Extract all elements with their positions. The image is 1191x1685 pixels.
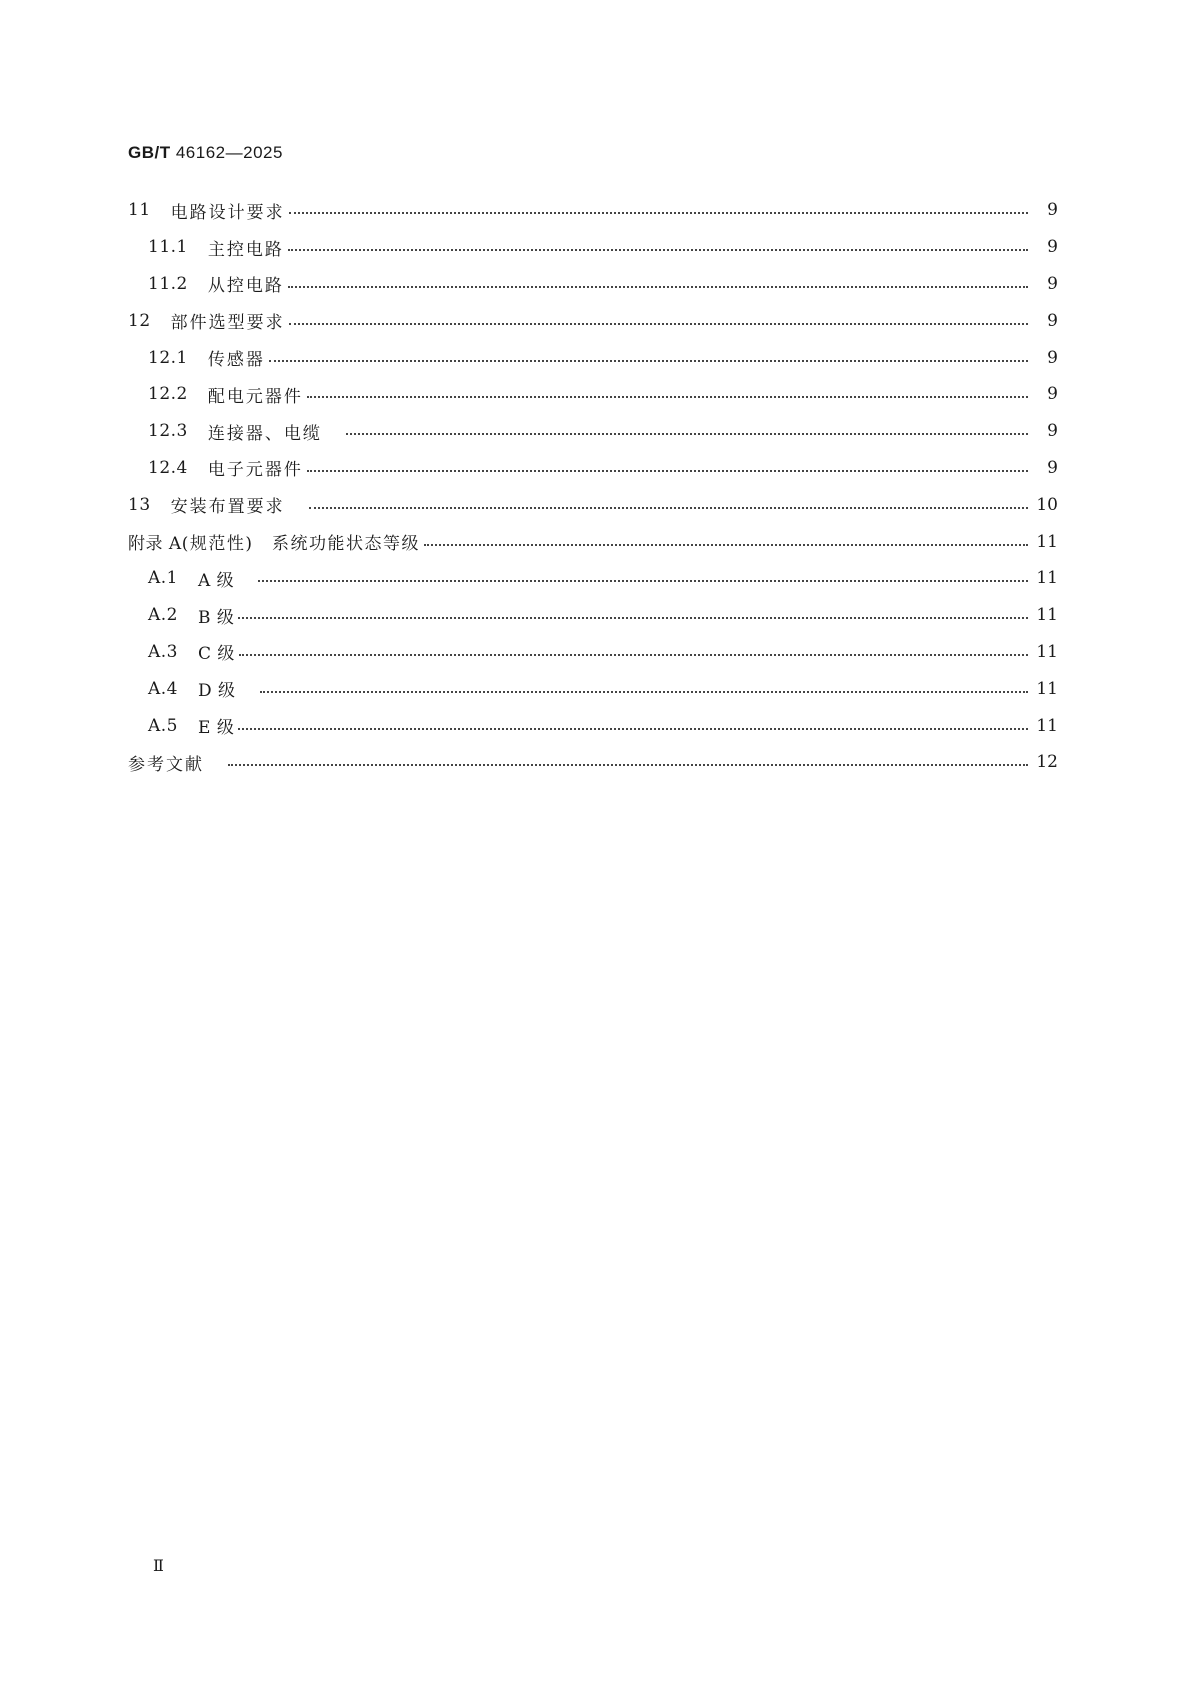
toc-entry-page: 9 [1047,273,1058,294]
toc-entry-title: 部件选型要求 [170,313,285,334]
toc-leader-dots [238,728,1028,730]
toc-entry[interactable] [128,560,1058,597]
toc-entry-number: 11.1 [148,237,188,258]
toc-entry-title: D 级 [198,681,236,702]
toc-leader-dots [309,507,1028,509]
toc-entry-title: 安装布置要求 [170,497,285,518]
toc-entry-title: C 级 [198,644,235,665]
toc-entry-title: B 级 [198,607,235,628]
toc-entry[interactable] [128,450,1058,487]
toc-entry-page: 9 [1047,421,1058,442]
toc-entry-page: 11 [1036,568,1058,589]
toc-entry-page: 10 [1036,494,1058,515]
toc-entry[interactable] [128,670,1058,707]
toc-entry-number: A.2 [148,605,178,626]
toc-leader-dots [424,544,1028,546]
toc-entry-page: 11 [1036,531,1058,552]
toc-entry[interactable] [128,707,1058,744]
toc-entry-title: 连接器、电缆 [207,423,322,444]
document-header [128,143,283,163]
toc-entry-number: 11 [128,200,151,221]
toc-entry[interactable] [128,266,1058,303]
toc-entry-page: 9 [1047,310,1058,331]
toc-entry-page: 11 [1036,678,1058,699]
toc-entry-page: 9 [1047,384,1058,405]
toc-entry-number: 12 [128,310,151,331]
toc-entry-title: 从控电路 [207,276,284,297]
toc-entry-number: 12.3 [148,421,188,442]
standard-number: 46162—2025 [175,143,283,162]
toc-entry-page: 9 [1047,237,1058,258]
toc-entry[interactable] [128,486,1058,523]
toc-entry-title: 电路设计要求 [170,202,285,223]
toc-entry-title: 电子元器件 [207,460,303,481]
toc-entry-page: 12 [1036,752,1058,773]
toc-leader-dots [288,286,1028,288]
toc-leader-dots [238,617,1028,619]
toc-leader-dots [228,764,1028,766]
toc-entry-number: 12.1 [148,347,188,368]
toc-leader-dots [288,249,1028,251]
toc-entry-title: 主控电路 [207,239,284,260]
toc-entry-title: 传感器 [207,350,265,371]
toc-leader-dots [346,433,1028,435]
toc-entry-number: 11.2 [148,273,188,294]
toc-entry-number: 12.4 [148,457,188,478]
toc-entry-title: E 级 [198,718,235,739]
toc-entry[interactable] [128,192,1058,229]
toc-entry-number: A.3 [148,641,178,662]
toc-entry-page: 9 [1047,200,1058,221]
toc-entry[interactable] [128,413,1058,450]
toc-entry[interactable] [128,597,1058,634]
toc-entry-bibliography[interactable] [128,744,1058,781]
toc-leader-dots [307,470,1028,472]
toc-leader-dots [289,323,1028,325]
toc-leader-dots [307,396,1028,398]
toc-leader-dots [260,691,1028,693]
page-number: Ⅱ [153,1556,164,1575]
toc-entry-page: 11 [1036,641,1058,662]
toc-leader-dots [289,212,1028,214]
toc-leader-dots [258,580,1028,582]
toc-entry-number: 附录 A [128,534,182,555]
toc-entry-title: A 级 [198,570,235,591]
toc-entry-page: 11 [1036,605,1058,626]
toc-entry-page: 9 [1047,457,1058,478]
table-of-contents [128,192,1058,781]
toc-entry[interactable] [128,229,1058,266]
toc-entry-page: 9 [1047,347,1058,368]
toc-entry-annex[interactable] [128,523,1058,560]
toc-entry-title: 配电元器件 [207,386,303,407]
toc-entry-number: 13 [128,494,151,515]
toc-leader-dots [269,360,1028,362]
toc-entry-number: A.4 [148,678,178,699]
toc-entry-number: A.5 [148,715,178,736]
toc-entry-title: 参考文献 [128,754,204,775]
toc-entry[interactable] [128,376,1058,413]
toc-leader-dots [239,654,1028,656]
toc-entry-number: A.1 [148,568,178,589]
toc-entry[interactable] [128,302,1058,339]
toc-entry-title: (规范性) 系统功能状态等级 [181,534,420,555]
toc-entry[interactable] [128,339,1058,376]
toc-entry[interactable] [128,634,1058,671]
toc-entry-page: 11 [1036,715,1058,736]
standard-prefix: GB/T [128,143,171,162]
toc-entry-number: 12.2 [148,384,188,405]
